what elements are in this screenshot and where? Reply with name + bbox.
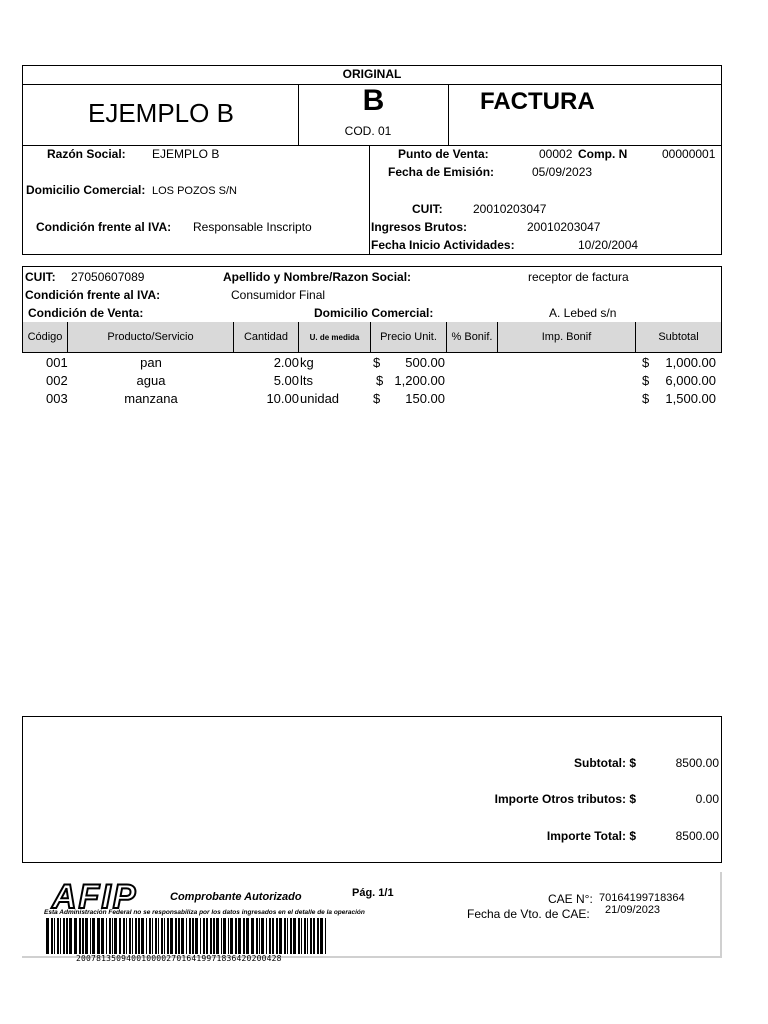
col-precio: Precio Unit. xyxy=(371,322,447,352)
cae-value: 70164199718364 xyxy=(599,892,685,904)
condicion-venta-label: Condición de Venta: xyxy=(28,306,144,320)
receiver-iva-label: Condición frente al IVA: xyxy=(25,288,161,302)
barcode-bar xyxy=(158,918,159,954)
barcode-bar xyxy=(164,918,165,954)
barcode-bar xyxy=(74,918,77,954)
barcode-number: 20078135094001000027016419971836420200428 xyxy=(76,954,282,963)
barcode-bar xyxy=(317,918,319,954)
barcode-bar xyxy=(132,918,133,954)
barcode-bar xyxy=(246,918,249,954)
cuit-label: CUIT: xyxy=(412,202,443,216)
barcode-bar xyxy=(97,918,100,954)
barcode-bar xyxy=(210,918,212,954)
barcode-bar xyxy=(251,918,254,954)
punto-venta-label: Punto de Venta: xyxy=(398,147,489,161)
row-codigo: 001 xyxy=(46,355,68,370)
barcode-bar xyxy=(259,918,260,954)
inicio-actividades-label: Fecha Inicio Actividades: xyxy=(371,238,515,252)
issuer-divider xyxy=(369,145,370,255)
col-cantidad: Cantidad xyxy=(234,322,299,352)
barcode-bar xyxy=(66,918,68,954)
barcode-bar xyxy=(293,918,296,954)
subtotal-value: 8500.00 xyxy=(675,756,719,770)
row-precio: 150.00 xyxy=(405,391,445,406)
company-big-name: EJEMPLO B xyxy=(88,98,234,128)
barcode-bar xyxy=(276,918,278,954)
barcode-bar xyxy=(112,918,113,954)
barcode-bar xyxy=(243,918,245,954)
comp-label: Comp. N xyxy=(578,147,628,161)
receiver-domicilio-label: Domicilio Comercial: xyxy=(314,306,434,320)
row-producto: manzana xyxy=(124,391,178,406)
disclaimer: Esta Administración Federal no se responsabiliza por los datos ingresados en el detalle de la operación xyxy=(44,909,365,916)
vto-cae-value: 21/09/2023 xyxy=(605,904,661,916)
row-producto: agua xyxy=(136,373,166,388)
col-bonif: % Bonif. xyxy=(447,322,498,352)
ingresos-brutos-value: 20010203047 xyxy=(527,220,601,234)
barcode-bar xyxy=(126,918,127,954)
ingresos-brutos-label: Ingresos Brutos: xyxy=(371,220,468,234)
barcode-bar xyxy=(228,918,229,954)
importe-total-value: 8500.00 xyxy=(675,829,719,843)
subtotal-label: Subtotal: $ xyxy=(574,756,636,770)
barcode-bar xyxy=(213,918,215,954)
row-subtotal: 1,500.00 xyxy=(665,391,716,406)
row-unidad: unidad xyxy=(300,391,340,406)
barcode-bar xyxy=(230,918,233,954)
barcode-bar xyxy=(114,918,117,954)
fecha-emision-label: Fecha de Emisión: xyxy=(388,165,495,179)
barcode-bar xyxy=(129,918,131,954)
barcode-bar xyxy=(138,918,140,954)
barcode-bar xyxy=(256,918,258,954)
barcode-bar xyxy=(313,918,315,954)
barcode-bar xyxy=(320,918,323,954)
cae-label: CAE N°: xyxy=(548,892,593,906)
row-subtotal-currency: $ xyxy=(642,391,650,406)
document-type: FACTURA xyxy=(480,88,595,115)
barcode-bar xyxy=(203,918,205,954)
original-label: ORIGINAL xyxy=(342,67,402,81)
receiver-cuit-label: CUIT: xyxy=(25,270,56,284)
iva-value: Responsable Inscripto xyxy=(193,220,312,234)
row-precio-currency: $ xyxy=(376,373,384,388)
receiver-nombre-value: receptor de factura xyxy=(528,270,629,284)
barcode-bar xyxy=(51,918,53,954)
barcode-bar xyxy=(206,918,208,954)
row-cantidad: 5.00 xyxy=(273,373,299,388)
barcode-bar xyxy=(155,918,157,954)
barcode-bar xyxy=(90,918,91,954)
table-row xyxy=(23,373,721,391)
domicilio-value: LOS POZOS S/N xyxy=(152,185,237,197)
otros-tributos-label: Importe Otros tributos: $ xyxy=(494,792,636,806)
barcode-bar xyxy=(261,918,264,954)
row-subtotal: 6,000.00 xyxy=(665,373,716,388)
row-subtotal: 1,000.00 xyxy=(665,355,716,370)
barcode-bar xyxy=(146,918,147,954)
barcode-bar xyxy=(119,918,121,954)
barcode-bar xyxy=(69,918,72,954)
col-codigo: Código xyxy=(23,322,68,352)
barcode-bar xyxy=(216,918,219,954)
comp-value: 00000001 xyxy=(662,147,716,161)
barcode-bar xyxy=(149,918,151,954)
page-number: Pág. 1/1 xyxy=(352,887,394,899)
barcode-bar xyxy=(290,918,292,954)
row-precio: 1,200.00 xyxy=(394,373,445,388)
barcode-bar xyxy=(101,918,104,954)
barcode-bar xyxy=(85,918,88,954)
barcode-bar xyxy=(161,918,163,954)
barcode-bar xyxy=(279,918,282,954)
row-unidad: kg xyxy=(300,355,314,370)
vto-cae-label: Fecha de Vto. de CAE: xyxy=(467,907,590,921)
col-producto: Producto/Servicio xyxy=(68,322,234,352)
otros-tributos-value: 0.00 xyxy=(695,792,719,806)
barcode-bar xyxy=(269,918,271,954)
barcode-bar xyxy=(123,918,125,954)
barcode-bar xyxy=(141,918,144,954)
barcode-bar xyxy=(221,918,222,954)
row-unidad: lts xyxy=(300,373,313,388)
barcode-bar xyxy=(200,918,201,954)
col-imp-bonif: Imp. Bonif xyxy=(498,322,636,352)
barcode-bar xyxy=(175,918,177,954)
comprobante-autorizado: Comprobante Autorizado xyxy=(170,891,302,903)
col-subtotal: Subtotal xyxy=(636,322,721,352)
barcode-bar xyxy=(235,918,237,954)
barcode-bar xyxy=(284,918,286,954)
barcode-bar xyxy=(238,918,241,954)
razon-social-label: Razón Social: xyxy=(47,147,126,161)
barcode-bar xyxy=(63,918,65,954)
barcode-bar xyxy=(189,918,191,954)
row-codigo: 003 xyxy=(46,391,68,406)
barcode-bar xyxy=(54,918,55,954)
barcode-bar xyxy=(195,918,198,954)
barcode-bar xyxy=(109,918,111,954)
receiver-iva-value: Consumidor Final xyxy=(231,288,326,302)
row-cantidad: 2.00 xyxy=(273,355,299,370)
barcode-bar xyxy=(46,918,49,954)
barcode-bar xyxy=(181,918,184,954)
table-row xyxy=(23,355,721,373)
barcode-bar xyxy=(307,918,308,954)
cuit-value: 20010203047 xyxy=(473,202,547,216)
receiver-cuit-value: 27050607089 xyxy=(71,270,145,284)
barcode-bar xyxy=(82,918,84,954)
barcode-bar xyxy=(106,918,107,954)
barcode-bar xyxy=(298,918,300,954)
domicilio-label: Domicilio Comercial: xyxy=(26,183,146,197)
barcode-bar xyxy=(192,918,194,954)
razon-social-value: EJEMPLO B xyxy=(152,147,220,161)
invoice-letter: B xyxy=(362,84,385,117)
row-codigo: 002 xyxy=(46,373,68,388)
barcode-bar xyxy=(272,918,274,954)
row-cantidad: 10.00 xyxy=(266,391,299,406)
row-precio-currency: $ xyxy=(373,355,381,370)
receiver-domicilio-value: A. Lebed s/n xyxy=(549,306,617,320)
barcode-bar xyxy=(266,918,267,954)
cod-label: COD. 01 xyxy=(344,124,392,138)
barcode-bar xyxy=(79,918,81,954)
row-producto: pan xyxy=(140,355,162,370)
barcode-bar xyxy=(57,918,59,954)
row-precio-currency: $ xyxy=(373,391,381,406)
barcode xyxy=(46,918,326,954)
row-subtotal-currency: $ xyxy=(642,355,650,370)
barcode-bar xyxy=(325,918,326,954)
row-subtotal-currency: $ xyxy=(642,373,650,388)
receiver-nombre-label: Apellido y Nombre/Razon Social: xyxy=(223,270,412,284)
fecha-emision-value: 05/09/2023 xyxy=(532,165,593,179)
table-row xyxy=(23,391,721,409)
iva-label: Condición frente al IVA: xyxy=(36,220,172,234)
barcode-bar xyxy=(152,918,153,954)
barcode-bar xyxy=(287,918,288,954)
barcode-bar xyxy=(178,918,180,954)
col-unidad: U. de medida xyxy=(299,322,371,352)
afip-logo-text: AFIP xyxy=(52,878,138,916)
inicio-actividades-value: 10/20/2004 xyxy=(578,238,639,252)
barcode-bar xyxy=(223,918,226,954)
barcode-bar xyxy=(301,918,302,954)
punto-venta-value: 00002 xyxy=(539,147,573,161)
importe-total-label: Importe Total: $ xyxy=(546,829,636,843)
barcode-bar xyxy=(92,918,95,954)
row-precio: 500.00 xyxy=(405,355,445,370)
barcode-bar xyxy=(60,918,61,954)
barcode-bar xyxy=(310,918,312,954)
barcode-bar xyxy=(186,918,187,954)
barcode-bar xyxy=(135,918,137,954)
barcode-bar xyxy=(170,918,173,954)
barcode-bar xyxy=(304,918,306,954)
barcode-bar xyxy=(167,918,169,954)
